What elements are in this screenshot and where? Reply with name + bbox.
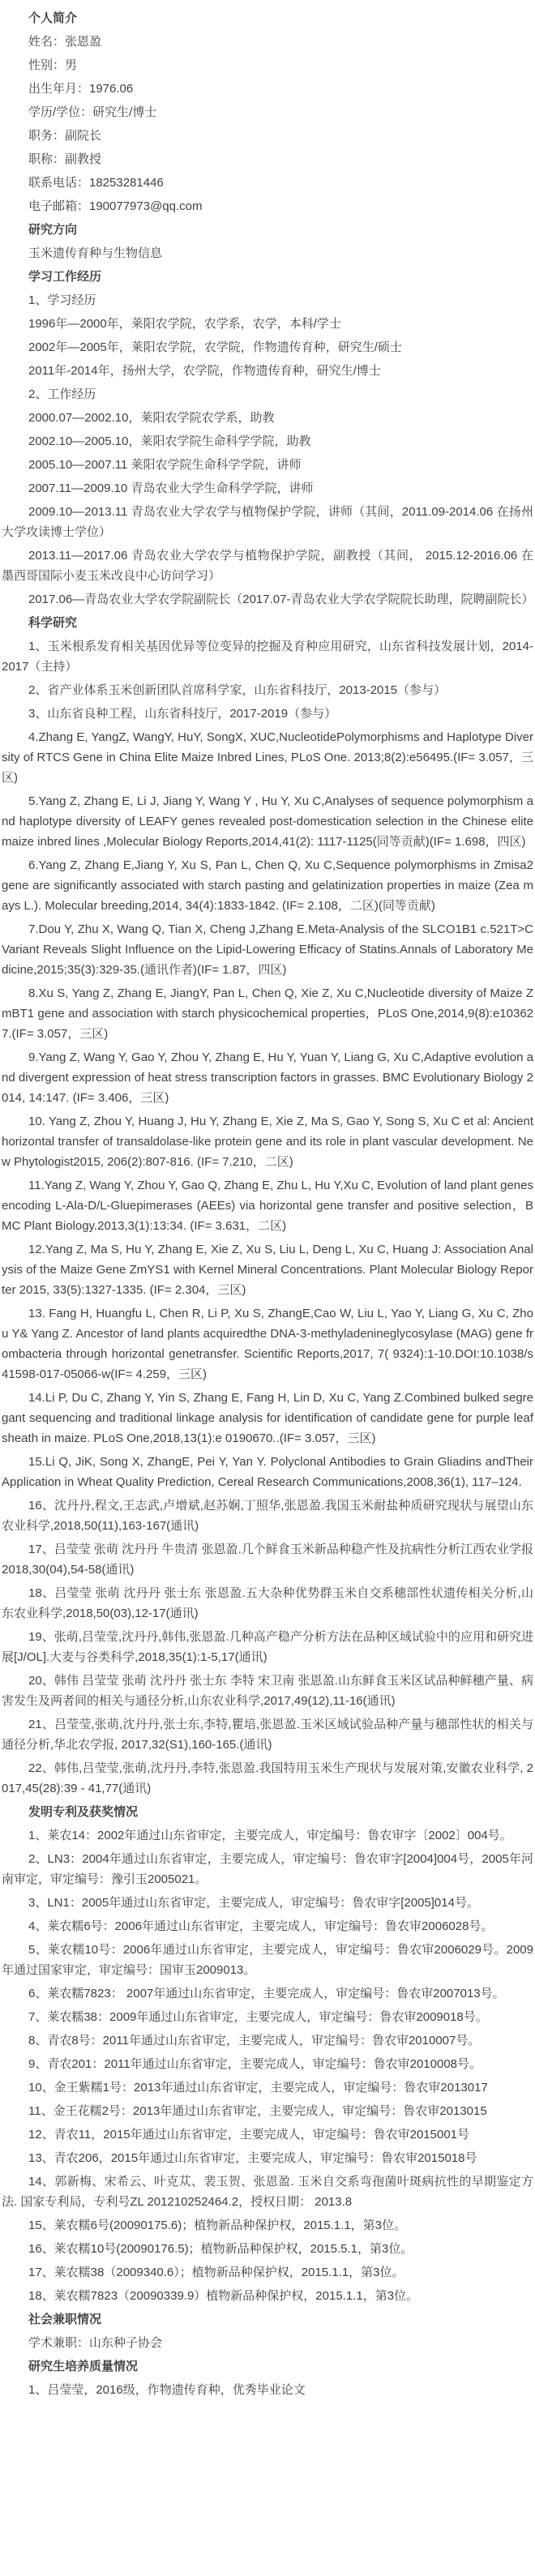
paragraph: 6.Yang Z, Zhang E,Jiang Y, Xu S, Pan L, Chen Q, Xu C,Sequence polymorphisms in Zmisa2 gene are significantly associated with starch pasting and gelatinization properties in maize (Zea mays L.). Molecular breeding,2014, 34(4):1833-1842. (IF= 2.108，二区)(同等贡献) [2, 858, 533, 913]
paragraph: 2、工作经历 [28, 387, 96, 401]
paragraph: 2002年—2005年，莱阳农学院，农学院，作物遗传育种，研究生/硕士 [28, 340, 402, 354]
paragraph: 电子邮箱：190077973@qq.com [28, 199, 203, 213]
paragraph: 学历/学位：研究生/博士 [28, 105, 157, 119]
paragraph: 10、金王紫糯1号：2013年通过山东省审定，主要完成人，审定编号：鲁农审2013017 [28, 2081, 488, 2095]
paragraph: 玉米遗传育种与生物信息 [28, 246, 163, 260]
paragraph: 2007.11—2009.10 青岛农业大学生命科学学院，讲师 [28, 481, 314, 495]
paragraph: 20、韩伟 吕莹莹 张萌 沈丹丹 张士东 李特 宋卫南 张恩盈.山东鲜食玉米区试品种鲜穗产量、病害发生及两者间的相关与通径分析,山东农业科学,2017,49(12),11-16(通讯) [2, 1674, 533, 1708]
section-heading: 发明专利及获奖情况 [28, 1805, 139, 1819]
paragraph: 18、莱农糯7823（20090339.9）植物新品种保护权，2015.1.1，第3位。 [28, 2289, 419, 2303]
paragraph: 2005.10—2007.11 莱阳农学院生命科学学院，讲师 [28, 458, 302, 472]
paragraph: 14、郭新梅、宋希云、叶克苁、裴玉贺、张恩盈. 玉米自交系弯孢菌叶斑病抗性的早期鉴定方法. 国家专利局，专利号ZL 201210252464.2，授权日期： 2013.8 [2, 2175, 533, 2209]
section-heading: 科学研究 [28, 616, 78, 630]
paragraph: 14.Li P, Du C, Zhang Y, Yin S, Zhang E, Fang H, Lin D, Xu C, Yang Z.Combined bulked segregant sequencing and traditional linkage analysis for identification of candidate gene for purple leaf sheath in maize. PLoS One,2018,13(1):e 0190670..(IF= 3.057，三区) [2, 1391, 533, 1445]
section-heading: 社会兼职情况 [28, 2313, 102, 2326]
paragraph: 22、韩伟,吕莹莹,张萌,沈丹丹,李特,张恩盈.我国特用玉米生产现状与发展对策,安徽农业科学, 2017,45(28):39 - 41,77(通讯) [2, 1761, 533, 1795]
paragraph: 2009.10—2013.11 青岛农业大学农学与植物保护学院，讲师（其间，2011.09-2014.06 在扬州大学攻读博士学位） [2, 505, 533, 539]
paragraph: 12、青农11，2015年通过山东省审定，主要完成人，审定编号：鲁农审2015001号 [28, 2128, 470, 2142]
paragraph: 2013.11—2017.06 青岛农业大学农学与植物保护学院，副教授（其间， 2015.12-2016.06 在墨西哥国际小麦玉米改良中心访问学习） [2, 549, 533, 583]
paragraph: 21、吕莹莹,张萌,沈丹丹,张士东,李特,瞿培,张恩盈.玉米区域试验品种产量与穗部性状的相关与通径分析,华北农学报, 2017,32(S1),160-165.(通讯) [2, 1718, 533, 1752]
paragraph: 15、莱农糯6号(20090175.6)；植物新品种保护权，2015.1.1，第3位。 [28, 2219, 406, 2232]
section-heading: 学习工作经历 [28, 270, 102, 284]
paragraph: 出生年月：1976.06 [28, 82, 134, 96]
paragraph: 13、青农206，2015年通过山东省审定，主要完成人，审定编号：鲁农审2015018号 [28, 2151, 477, 2165]
paragraph: 职称：副教授 [28, 152, 102, 166]
section-heading: 个人简介 [28, 11, 78, 25]
section-heading: 研究生培养质量情况 [28, 2360, 139, 2373]
paragraph: 联系电话：18253281446 [28, 176, 164, 190]
paragraph: 8、青农8号：2011年通过山东省审定，主要完成人，审定编号：鲁农审2010007号。 [28, 2034, 481, 2048]
section-heading: 研究方向 [28, 223, 78, 237]
paragraph: 2、LN3：2004年通过山东省审定，主要完成人，审定编号：鲁农审字[2004]004号，2005年河南审定，审定编号：豫引玉2005021。 [2, 1852, 533, 1886]
paragraph: 职务：副院长 [28, 129, 102, 143]
paragraph: 16、沈丹丹,程文,王志武,卢增斌,赵苏娴,丁照华,张恩盈.我国玉米耐盐种质研究现状与展望山东农业科学,2018,50(11),163-167(通讯) [2, 1499, 533, 1533]
paragraph: 18、吕莹莹 张萌 沈丹丹 张士东 张恩盈.五大杂种优势群玉米自交系穗部性状遗传相关分析,山东农业科学,2018,50(03),12-17(通讯) [2, 1586, 533, 1620]
paragraph: 2、省产业体系玉米创新团队首席科学家，山东省科技厅，2013-2015（参与） [28, 683, 447, 697]
paragraph: 3、山东省良种工程，山东省科技厅，2017-2019（参与） [28, 707, 337, 721]
paragraph: 1、玉米根系发育相关基因优异等位变异的挖掘及育种应用研究，山东省科技发展计划，2014-2017（主持） [2, 640, 533, 674]
paragraph: 5、莱农糯10号：2006年通过山东省审定，主要完成人，审定编号：鲁农审2006029号。2009年通过国家审定，审定编号：国审玉2009013。 [2, 1943, 533, 1977]
paragraph: 性别：男 [28, 58, 78, 72]
paragraph: 7、莱农糯38：2009年通过山东省审定，主要完成人，审定编号：鲁农审2009018号。 [28, 2010, 488, 2024]
paragraph: 2011年-2014年，扬州大学，农学院，作物遗传育种，研究生/博士 [28, 364, 381, 378]
paragraph: 17、莱农糯38（2009340.6）；植物新品种保护权，2015.1.1，第3位。 [28, 2266, 404, 2279]
paragraph: 12.Yang Z, Ma S, Hu Y, Zhang E, Xie Z, Xu S, Liu L, Deng L, Xu C, Huang J: Association Analysis of the Maize Gene ZmYS1 with Kernel Mineral Concentrations. Plant Molecular Biology Reporter 2015, 33(5):1327-1335. (IF= 2.304，三区) [2, 1243, 533, 1297]
paragraph: 6、莱农糯7823： 2007年通过山东省审定，主要完成人，审定编号：鲁农审2007013号。 [28, 1987, 505, 2000]
paragraph: 4、莱农糯6号：2006年通过山东省审定，主要完成人，审定编号：鲁农审2006028号。 [28, 1919, 494, 1933]
paragraph: 11、金王花糯2号：2013年通过山东省审定，主要完成人，审定编号：鲁农审2013015 [28, 2104, 487, 2118]
paragraph: 16、莱农糯10号(20090176.5)；植物新品种保护权，2015.5.1，第3位。 [28, 2242, 413, 2256]
paragraph: 17、吕莹莹 张萌 沈丹丹 牛贵清 张恩盈.几个鲜食玉米新品种稳产性及抗病性分析江西农业学报 2018,30(04),54-58(通讯) [2, 1543, 533, 1577]
paragraph: 2000.07—2002.10，莱阳农学院农学系，助教 [28, 411, 275, 425]
paragraph: 1、莱农14：2002年通过山东省审定，主要完成人，审定编号：鲁农审字〔2002〕004号。 [28, 1829, 512, 1842]
paragraph: 13. Fang H, Huangfu L, Chen R, Li P, Xu S, ZhangE,Cao W, Liu L, Yao Y, Liang G, Xu C, Zhou Y& Yang Z. Ancestor of land plants acquiredthe DNA-3-methyladenineglycosylase (MAG) gene frombacteria through horizontal genetransfer. Scientific Reports,2017, 7( 9324):1-10.DOI:10.1038/s41598-017-05066-w(IF= 4.259，三区) [2, 1307, 533, 1381]
paragraph: 11.Yang Z, Wang Y, Zhou Y, Gao Q, Zhang E, Zhu L, Hu Y,Xu C, Evolution of land plant genes encoding L-Ala-D/L-Gluepimerases (AEEs) via horizontal gene transfer and positive selection，BMC Plant Biology.2013,3(1):13:34. (IF= 3.631，二区) [2, 1179, 533, 1233]
paragraph: 3、LN1：2005年通过山东省审定，主要完成人，审定编号：鲁农审字[2005]014号。 [28, 1896, 479, 1910]
paragraph: 1、学习经历 [28, 293, 96, 307]
paragraph: 9、青农201：2011年通过山东省审定，主要完成人，审定编号：鲁农审2010008号。 [28, 2057, 482, 2071]
paragraph: 10. Yang Z, Zhou Y, Huang J, Hu Y, Zhang E, Xie Z, Ma S, Gao Y, Song S, Xu C et al: Ancient horizontal transfer of transaldolase-like protein gene and its role in plant vascular development. New Phytologist2015, 206(2):807-816. (IF= 7.210，二区) [2, 1115, 533, 1169]
paragraph: 5.Yang Z, Zhang E, Li J, Jiang Y, Wang Y , Hu Y, Xu C,Analyses of sequence polymorphism and haplotype diversity of LEAFY genes revealed post-domestication selection in the Chinese elite maize inbred lines ,Molecular Biology Reports,2014,41(2): 1117-1125(同等贡献)(IF= 1.698，四区) [2, 794, 533, 849]
paragraph: 4.Zhang E, YangZ, WangY, HuY, SongX, XUC,NucleotidePolymorphisms and Haplotype Diversity of RTCS Gene in China Elite Maize Inbred Lines, PLoS One. 2013;8(2):e56495.(IF= 3.057，三区) [2, 730, 533, 785]
paragraph: 2017.06—青岛农业大学农学院副院长（2017.07-青岛农业大学农学院院长助理，院聘副院长） [28, 593, 534, 606]
paragraph: 学术兼职：山东种子协会 [28, 2336, 163, 2350]
paragraph: 8.Xu S, Yang Z, Zhang E, JiangY, Pan L, Chen Q, Xie Z, Xu C,Nucleotide diversity of Maize ZmBT1 gene and association with starch physicochemical properties，PLoS One,2014,9(8):e103627.(IF= 3.057，三区) [2, 986, 533, 1041]
paragraph: 1996年—2000年，莱阳农学院，农学系，农学，本科/学士 [28, 317, 341, 331]
paragraph: 19、张萌,吕莹莹,沈丹丹,韩伟,张恩盈.几种高产稳产分析方法在品种区域试验中的应用和研究进展[J/OL].大麦与谷类科学,2018,35(1):1-5,17(通讯) [2, 1630, 533, 1664]
paragraph: 2002.10—2005.10，莱阳农学院生命科学学院，助教 [28, 434, 311, 448]
paragraph: 7.Dou Y, Zhu X, Wang Q, Tian X, Cheng J,Zhang E.Meta-Analysis of the SLCO1B1 c.521T>C Variant Reveals Slight Influence on the Lipid-Lowering Efficacy of Statins.Annals of Laboratory Medicine,2015;35(3):329-35.(通讯作者)(IF= 1.87，四区) [2, 922, 533, 977]
paragraph: 15.Li Q, JiK, Song X, ZhangE, Pei Y, Yan Y. Polyclonal Antibodies to Grain Gliadins andTheir Application in Wheat Quality Prediction, Cereal Research Communications,2008,36(1), 117–124. [2, 1455, 533, 1489]
paragraph: 姓名：张恩盈 [28, 35, 102, 49]
paragraph: 9.Yang Z, Wang Y, Gao Y, Zhou Y, Zhang E, Hu Y, Yuan Y, Liang G, Xu C,Adaptive evolution and divergent expression of heat stress transcription factors in grasses. BMC Evolutionary Biology 2014, 14:147. (IF= 3.406，三区) [2, 1051, 533, 1105]
paragraph: 1、吕莹莹，2016级，作物遗传育种，优秀毕业论文 [28, 2383, 306, 2397]
